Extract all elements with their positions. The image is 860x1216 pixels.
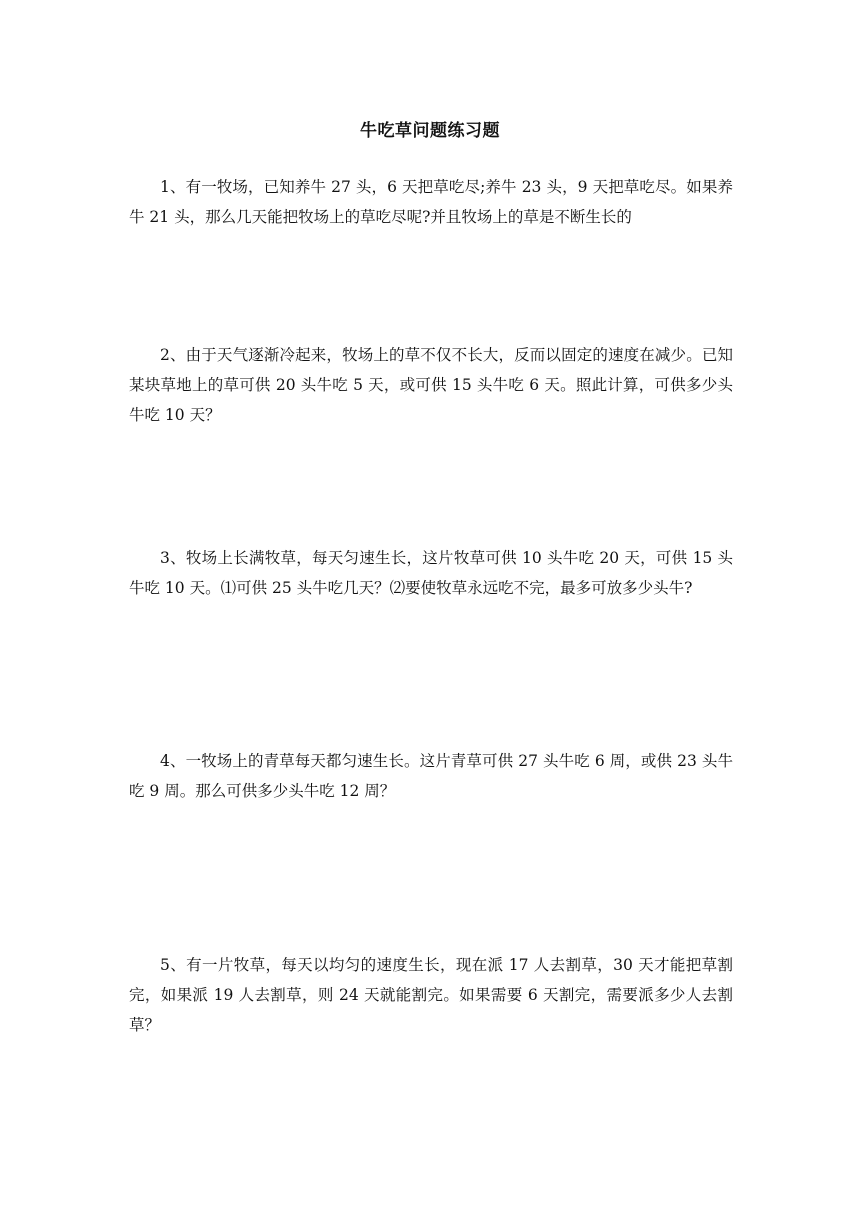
problem-4: 4、一牧场上的青草每天都匀速生长。这片青草可供 27 头牛吃 6 周，或供 23 头牛吃 9 周。那么可供多少头牛吃 12 周？ <box>129 752 733 800</box>
document-title: 牛吃草问题练习题 <box>360 121 500 141</box>
problem-1: 1、有一牧场，已知养牛 27 头，6 天把草吃尽;养牛 23 头，9 天把草吃尽。如果养牛 21 头，那么几天能把牧场上的草吃尽呢?并且牧场上的草是不断生长的 <box>129 178 733 226</box>
problem-5: 5、有一片牧草，每天以均匀的速度生长，现在派 17 人去割草，30 天才能把草割完，如果派 19 人去割草，则 24 天就能割完。如果需要 6 天割完，需要派多少人去割草？ <box>129 956 733 1034</box>
problem-3: 3、牧场上长满牧草，每天匀速生长，这片牧草可供 10 头牛吃 20 天，可供 15 头牛吃 10 天。⑴可供 25 头牛吃几天？⑵要使牧草永远吃不完，最多可放多少头牛? <box>129 549 733 597</box>
problem-2: 2、由于天气逐渐冷起来，牧场上的草不仅不长大，反而以固定的速度在减少。已知某块草地上的草可供 20 头牛吃 5 天，或可供 15 头牛吃 6 天。照此计算，可供多少头牛吃 10 天？ <box>129 346 733 424</box>
